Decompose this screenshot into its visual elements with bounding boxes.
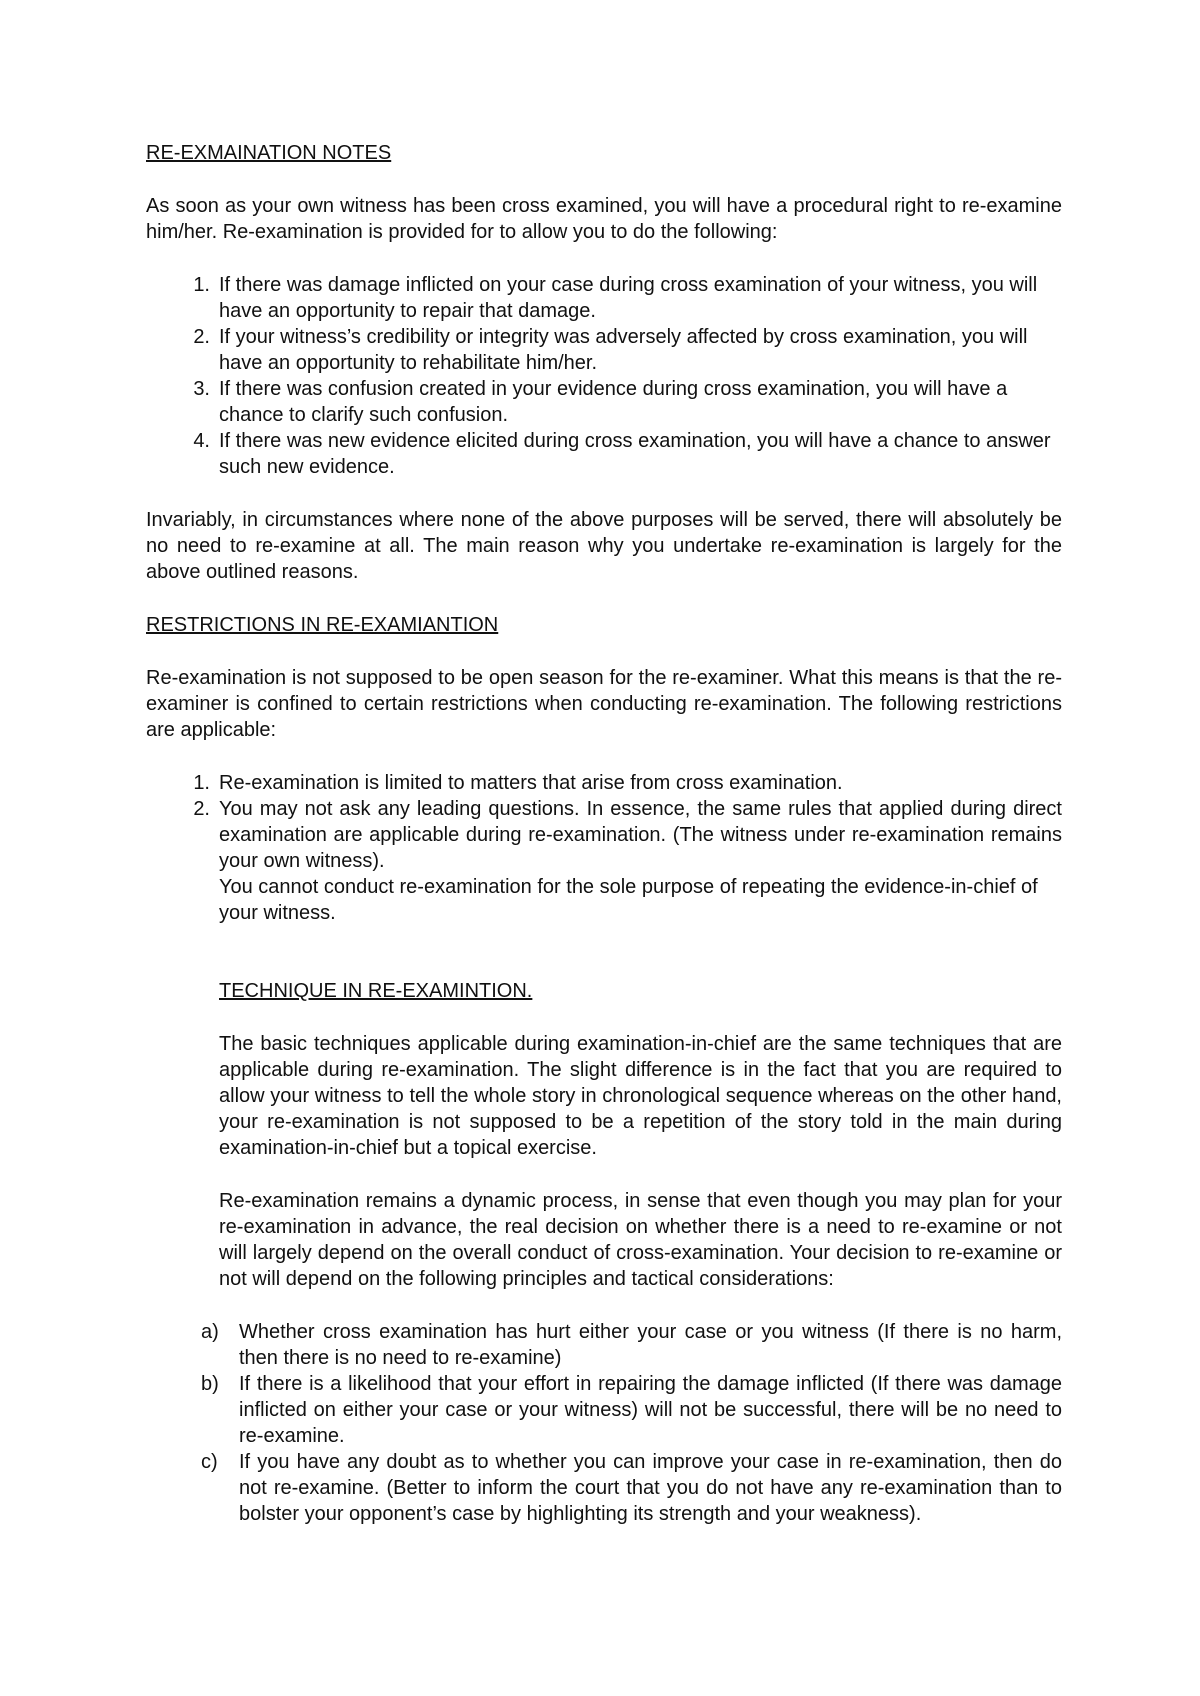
list-item [146,770,1062,796]
list-item [146,324,1062,376]
technique-section [219,978,1062,1292]
list-item-text: You may not ask any leading questions. In essence, the same rules that applied during direct examination are applicable during re-examination. (The witness under re-examination remains your own witness). [219,798,1062,872]
technique-paragraph-2: Re-examination remains a dynamic process, in sense that even though you may plan for your re-examination in advance, the real decision on whether there is a need to re-examine or not will largely depend on the overall conduct of cross-examination. Your decision to re-examine or not will depend on the following principles and tactical considerations: [219,1190,1062,1290]
list-item-text: If there was confusion created in your evidence during cross examination, you will have a chance to clarify such confusion. [219,378,1008,426]
list-item [146,1449,1062,1527]
list-item [146,376,1062,428]
list-marker: 1. [193,274,210,296]
technique-paragraph-1: The basic techniques applicable during examination-in-chief are the same techniques that are applicable during re-examination. The slight difference is in the fact that you are required to allow your witness to tell the whole story in chronological sequence whereas on the other hand, your re-examination is not supposed to be a repetition of the story told in the main during examination-in-chief but a topical exercise. [219,1033,1062,1159]
list-item-text: If your witness’s credibility or integrity was adversely affected by cross examination, you will have an opportunity to rehabilitate him/her. [219,326,1028,374]
document-page [146,140,1062,1527]
list-marker: c) [201,1451,218,1473]
document-title: RE-EXMAINATION NOTES [146,142,392,164]
list-item-text: If there was damage inflicted on your case during cross examination of your witness, you will have an opportunity to repair that damage. [219,274,1038,322]
restrictions-heading: RESTRICTIONS IN RE-EXAMIANTION [146,614,499,636]
restrictions-list [146,770,1062,874]
list-item-text: Re-examination is limited to matters that arise from cross examination. [219,772,843,794]
list-item [146,1371,1062,1449]
list-item-text: Whether cross examination has hurt either your case or you witness (If there is no harm, then there is no need to re-examine) [239,1321,1062,1369]
list-marker: 2. [193,326,210,348]
list-marker: a) [201,1321,219,1343]
considerations-list [146,1319,1062,1527]
list-marker: 3. [193,378,210,400]
list-item [146,1319,1062,1371]
list-marker: 2. [193,798,210,820]
intro-paragraph: As soon as your own witness has been cross examined, you will have a procedural right to re-examine him/her. Re-examination is provided for to allow you to do the following: [146,195,1062,243]
purposes-list [146,272,1062,480]
list-item-text: If there was new evidence elicited during cross examination, you will have a chance to answer such new evidence. [219,430,1051,478]
restriction-extra-paragraph: You cannot conduct re-examination for the sole purpose of repeating the evidence-in-chief of your witness. [219,876,1038,924]
list-marker: 1. [193,772,210,794]
technique-heading: TECHNIQUE IN RE-EXAMINTION. [219,980,533,1002]
list-marker: 4. [193,430,210,452]
list-item-text: If you have any doubt as to whether you can improve your case in re-examination, then do not re-examine. (Better to inform the court that you do not have any re-examination than to bolster your opponent’s case by highlighting its strength and your weakness). [239,1451,1062,1525]
list-marker: b) [201,1373,219,1395]
list-item-text: If there is a likelihood that your effort in repairing the damage inflicted (If there was damage inflicted on either your case or your witness) will not be successful, there will be no need to re-examine. [239,1373,1062,1447]
invariably-paragraph: Invariably, in circumstances where none of the above purposes will be served, there will absolutely be no need to re-examine at all. The main reason why you undertake re-examination is largely for the above outlined reasons. [146,509,1062,583]
list-item [146,272,1062,324]
list-item [146,796,1062,874]
restrictions-intro-paragraph: Re-examination is not supposed to be open season for the re-examiner. What this means is that the re-examiner is confined to certain restrictions when conducting re-examination. The following restrictions are applicable: [146,667,1062,741]
list-item [146,428,1062,480]
